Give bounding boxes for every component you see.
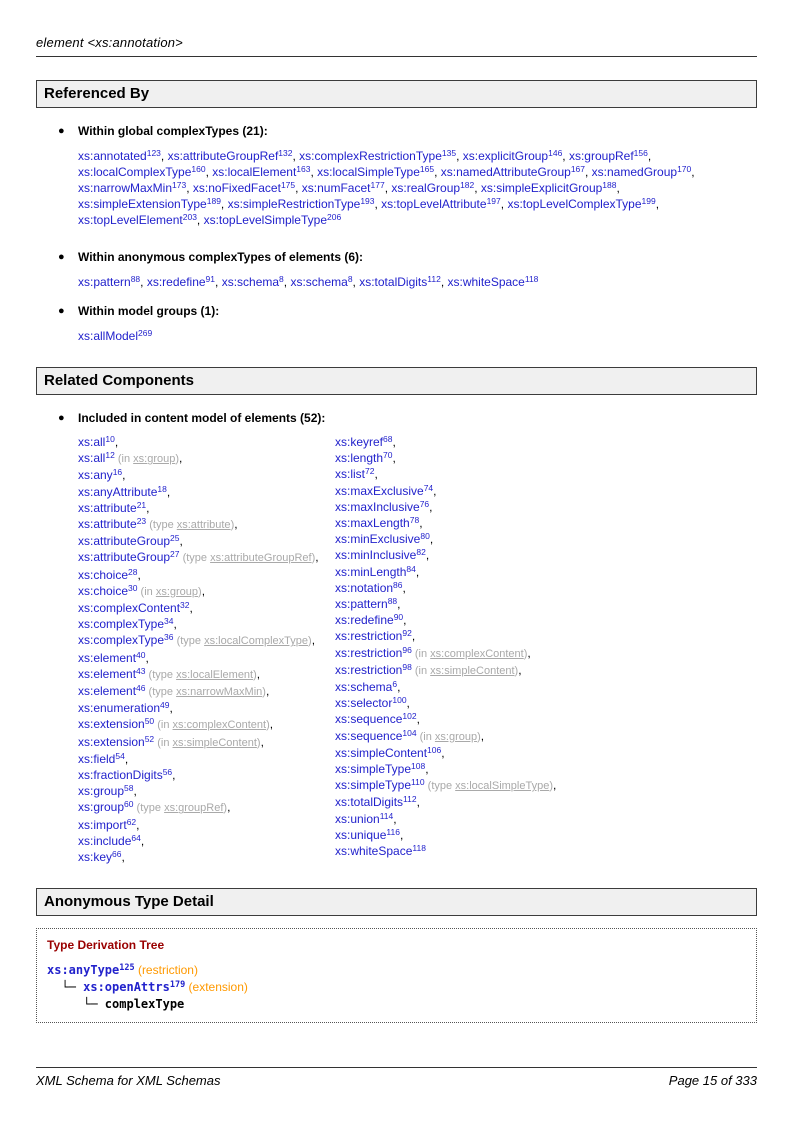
footnote-superscript: 8 [279, 274, 284, 284]
component-list-item: xs:anyAttribute$^{18}$, [78, 483, 171, 499]
context-note: (in xs:group) [416, 730, 481, 743]
component-list-item: xs:maxInclusive$^{76}$, [335, 498, 433, 514]
tree-title: Type Derivation Tree [47, 938, 165, 953]
xs-component-link[interactable]: xs:simpleType$^{110}$ [335, 777, 425, 793]
component-list [78, 434, 757, 865]
xs-component-link[interactable]: xs:sequence$^{102}$ [335, 711, 417, 727]
component-list-item: xs:all$^{12}$ (in xs:group), [78, 450, 183, 466]
xs-component-link[interactable]: xs:element$^{43}$ [78, 665, 146, 681]
tree-branch-icon: └─ [47, 980, 84, 995]
xs-type-ref-link[interactable]: xs:localSimpleType [455, 780, 550, 793]
component-list-item: xs:complexContent$^{32}$, [78, 600, 193, 616]
xs-type-ref-link[interactable]: xs:complexContent [172, 719, 267, 732]
xs-component-link[interactable]: xs:realGroup$^{182}$ [391, 180, 475, 195]
xs-component-link[interactable]: xs:pattern$^{88}$ [335, 596, 398, 612]
xs-component-link[interactable]: xs:element$^{46}$ [78, 683, 146, 699]
link-paragraph: xs:pattern$^{88}$, xs:redefine$^{91}$, xs:schema$^8$, xs:schema$^8$, xs:totalDigits$^{112}$, xs:whiteSpace$^{118}$ [78, 274, 539, 289]
footnote-superscript: 156 [633, 148, 648, 158]
footnote-superscript: 173 [172, 180, 187, 190]
component-list-item: xs:list$^{72}$, [335, 466, 378, 482]
xs-component-link[interactable]: xs:include$^{64}$ [78, 832, 141, 848]
xs-component-link[interactable]: xs:unique$^{116}$ [335, 826, 400, 842]
context-note: (in xs:simpleContent) [411, 664, 519, 677]
xs-component-link[interactable]: xs:selector$^{100}$ [335, 695, 407, 711]
xs-component-link[interactable]: xs:sequence$^{104}$ [335, 727, 417, 743]
footnote-superscript: 10 [105, 434, 115, 444]
footnote-superscript: 18 [157, 483, 167, 494]
footnote-superscript: 189 [206, 196, 221, 206]
footer-document-title: XML Schema for XML Schemas [36, 1073, 221, 1088]
tree-leaf-label: complexType [104, 997, 185, 1012]
footnote-superscript: 60 [124, 799, 134, 810]
component-list-item: xs:group$^{58}$, [78, 783, 137, 799]
xs-component-link[interactable]: xs:numFacet$^{177}$ [301, 180, 385, 195]
footnote-superscript: 116 [386, 826, 400, 837]
context-note: (in xs:complexContent) [411, 647, 528, 660]
footnote-superscript: 6 [392, 679, 398, 690]
xs-component-link[interactable]: xs:attributeGroup$^{27}$ [78, 549, 180, 565]
component-list-item: xs:length$^{70}$, [335, 450, 396, 466]
tree-row [47, 962, 746, 978]
footnote-superscript: 96 [402, 644, 412, 655]
footnote-superscript: 112 [403, 794, 417, 805]
xs-component-link[interactable]: xs:list$^{72}$ [335, 466, 375, 482]
xs-type-ref-link[interactable]: xs:groupRef [164, 802, 224, 815]
context-note: (in xs:simpleContent) [154, 736, 261, 749]
footnote-superscript: 72 [365, 466, 375, 477]
footnote-superscript: 177 [370, 180, 385, 190]
xs-component-link[interactable]: xs:import$^{62}$ [78, 816, 137, 832]
xs-component-link[interactable]: xs:all$^{12}$ [78, 450, 115, 466]
footnote-superscript: 78 [409, 515, 420, 526]
context-note: (in xs:group) [114, 453, 180, 466]
component-list-item: xs:choice$^{28}$, [78, 566, 141, 582]
xs-component-link[interactable]: xs:restriction$^{96}$ [335, 644, 412, 660]
component-list-item: xs:selector$^{100}$, [335, 695, 410, 711]
component-list-item: xs:field$^{54}$, [78, 750, 129, 766]
xs-component-link[interactable]: xs:attributeGroupRef$^{132}$ [167, 148, 293, 163]
footnote-superscript: 100 [392, 695, 407, 706]
xs-component-link[interactable]: xs:attribute$^{21}$ [78, 499, 147, 515]
component-list-item: xs:restriction$^{96}$ (in xs:complexContent), [335, 644, 531, 660]
footnote-superscript: 269 [138, 328, 153, 338]
footnote-superscript: 175 [280, 180, 296, 190]
xs-component-link[interactable]: xs:choice$^{30}$ [78, 582, 138, 598]
component-list-item: xs:import$^{62}$, [78, 816, 140, 832]
running-header [36, 34, 757, 57]
xs-type-ref-link[interactable]: xs:group [434, 730, 478, 743]
footnote-superscript: 16 [112, 467, 123, 478]
footnote-superscript: 74 [423, 482, 434, 493]
footnote-superscript: 27 [170, 549, 180, 560]
xs-component-link[interactable]: xs:maxExclusive$^{74}$ [335, 482, 434, 498]
xs-component-link[interactable]: xs:simpleExplicitGroup$^{188}$ [480, 180, 617, 195]
group-heading-row [58, 123, 757, 139]
component-list-item: xs:minExclusive$^{80}$, [335, 531, 434, 547]
xs-component-link[interactable]: xs:namedGroup$^{170}$ [591, 164, 692, 179]
running-footer [36, 1067, 757, 1088]
footnote-superscript: 170 [677, 164, 692, 174]
xs-component-link[interactable]: xs:extension$^{52}$ [78, 733, 155, 749]
context-note: (type xs:groupRef) [133, 802, 228, 815]
link-paragraph: xs:annotated$^{123}$, xs:attributeGroupRef$^{132}$, xs:complexRestrictionType$^{135}$, xs:explicitGroup$^{146}$, xs:groupRef$^{156}$, xs:localComplexType$^{160}$, xs:localElement$^{163}$, xs:localSimpleType$^{165}$, xs:namedAttributeGroup$^{167}$, xs:namedGroup$^{170}$, xs:narrowMaxMin$^{173}$, xs:noFixedFacet$^{175}$, xs:numFacet$^{177}$, xs:realGroup$^{182}$, xs:simpleExplicitGroup$^{188}$, xs:simpleExtensionType$^{189}$, xs:simpleRestrictionType$^{193}$, xs:topLevelAttribute$^{197}$, xs:topLevelComplexType$^{199}$, xs:topLevelElement$^{203}$, xs:topLevelSimpleType$^{206}$ [78, 148, 695, 227]
footnote-superscript: 80 [420, 531, 430, 542]
component-list-item: xs:union$^{114}$, [335, 810, 397, 826]
group-heading-row [58, 303, 757, 319]
xs-component-link[interactable]: xs:notation$^{86}$ [335, 579, 403, 595]
xs-component-link[interactable]: xs:redefine$^{90}$ [335, 612, 404, 628]
component-list-item: xs:any$^{16}$, [78, 467, 126, 483]
footnote-superscript: 102 [402, 711, 417, 722]
xs-type-ref-link[interactable]: xs:attribute [176, 519, 231, 532]
component-list-item: xs:include$^{64}$, [78, 832, 145, 848]
bullet-icon: ● [58, 305, 65, 317]
xs-component-link[interactable]: xs:union$^{114}$ [335, 810, 394, 826]
xs-component-link[interactable]: xs:minExclusive$^{80}$ [335, 531, 430, 547]
component-list-item: xs:notation$^{86}$, [335, 579, 406, 595]
footnote-superscript: 123 [146, 148, 161, 158]
xs-component-link[interactable]: xs:attributeGroup$^{25}$ [78, 533, 180, 549]
component-list-item: xs:extension$^{52}$ (in xs:simpleContent), [78, 733, 264, 749]
footnote-superscript: 62 [126, 816, 137, 827]
xs-component-link[interactable]: xs:anyType$^{125}$ [47, 963, 135, 978]
component-list-item: xs:attributeGroup$^{25}$, [78, 533, 183, 549]
component-list-item: xs:fractionDigits$^{56}$, [78, 767, 176, 783]
xs-type-ref-link[interactable]: xs:narrowMaxMin [176, 686, 263, 699]
component-list-item: xs:maxLength$^{78}$, [335, 515, 423, 531]
group-heading-row [58, 249, 757, 265]
component-list-item: xs:complexType$^{34}$, [78, 616, 177, 632]
group-heading: Within anonymous complexTypes of elements (6): [78, 250, 364, 264]
context-note: (in xs:group) [137, 585, 202, 598]
component-list-item: xs:restriction$^{98}$ (in xs:simpleContent), [335, 661, 522, 677]
xs-component-link[interactable]: xs:narrowMaxMin$^{173}$ [78, 180, 187, 195]
xs-component-link[interactable]: xs:topLevelElement$^{203}$ [78, 212, 197, 227]
bullet-icon: ● [58, 412, 65, 424]
referenced-by-group-0 [36, 123, 757, 228]
footnote-superscript: 34 [164, 616, 174, 627]
xs-component-link[interactable]: xs:complexType$^{34}$ [78, 616, 174, 632]
xs-component-link[interactable]: xs:element$^{40}$ [78, 649, 146, 665]
footnote-superscript: 92 [402, 628, 412, 639]
footnote-superscript: 125 [119, 963, 135, 974]
component-list-item [335, 843, 757, 859]
component-list-item: xs:attribute$^{21}$, [78, 499, 150, 515]
xs-type-ref-link[interactable]: xs:localElement [176, 668, 254, 681]
xs-component-link[interactable]: xs:anyAttribute$^{18}$ [78, 483, 167, 499]
page-title: element <xs:annotation> [36, 35, 183, 50]
xs-type-ref-link[interactable]: xs:localComplexType [204, 635, 309, 648]
xs-type-ref-link[interactable]: xs:simpleContent [430, 664, 515, 677]
footnote-superscript: 86 [393, 579, 403, 590]
footnote-superscript: 199 [641, 196, 656, 206]
footnote-superscript: 66 [112, 849, 122, 860]
footnote-superscript: 108 [411, 761, 426, 772]
tree-rows [47, 962, 746, 1012]
footnote-superscript: 106 [427, 744, 442, 755]
component-list-item: xs:attribute$^{23}$ (type xs:attribute), [78, 516, 238, 532]
footnote-superscript: 112 [427, 274, 441, 284]
component-list-item: xs:pattern$^{88}$, [335, 596, 401, 612]
footnote-superscript: 40 [136, 649, 146, 660]
footnote-superscript: 36 [164, 632, 174, 643]
footnote-superscript: 23 [136, 516, 147, 527]
context-note: (type xs:localComplexType) [173, 635, 312, 648]
component-list-item: xs:schema$^6$, [335, 679, 401, 695]
xs-component-link[interactable]: xs:complexContent$^{32}$ [78, 600, 190, 616]
bullet-icon: ● [58, 125, 65, 137]
xs-component-link[interactable]: xs:restriction$^{92}$ [335, 628, 412, 644]
component-list-item: xs:element$^{46}$ (type xs:narrowMaxMin), [78, 683, 270, 699]
component-list-item: xs:keyref$^{68}$, [335, 434, 396, 449]
footnote-superscript: 88 [130, 274, 141, 284]
component-list-item: xs:choice$^{30}$ (in xs:group), [78, 582, 206, 598]
component-list-item: xs:complexType$^{36}$ (type xs:localComplexType), [78, 632, 316, 648]
component-list-item: xs:sequence$^{102}$, [335, 711, 420, 727]
component-list-item: xs:totalDigits$^{112}$, [335, 794, 420, 810]
xs-component-link[interactable]: xs:schema$^6$ [335, 679, 398, 695]
footnote-superscript: 110 [411, 777, 425, 788]
component-list-column-left [78, 434, 335, 865]
footnote-superscript: 54 [115, 750, 125, 761]
xs-type-ref-link[interactable]: xs:group [155, 585, 199, 598]
xs-component-link[interactable]: xs:field$^{54}$ [78, 750, 125, 766]
xs-component-link[interactable]: xs:whiteSpace$^{118}$ [335, 843, 426, 859]
xs-component-link[interactable]: xs:enumeration$^{49}$ [78, 700, 170, 716]
xs-component-link[interactable]: xs:localElement$^{163}$ [212, 164, 311, 179]
component-list-item: xs:simpleType$^{110}$ (type xs:localSimpleType), [335, 777, 557, 793]
footnote-superscript: 12 [105, 450, 115, 461]
component-list-item: xs:attributeGroup$^{27}$ (type xs:attributeGroupRef), [78, 549, 319, 565]
footnote-superscript: 146 [548, 148, 563, 158]
component-list-item: xs:restriction$^{92}$, [335, 628, 416, 644]
xs-component-link[interactable]: xs:schema$^8$ [290, 274, 353, 289]
bullet-icon: ● [58, 251, 65, 263]
xs-component-link[interactable]: xs:allModel$^{269}$ [78, 328, 153, 343]
xs-component-link[interactable]: xs:any$^{16}$ [78, 467, 123, 483]
component-list-item: xs:element$^{43}$ (type xs:localElement), [78, 665, 261, 681]
xs-component-link[interactable]: xs:annotated$^{123}$ [78, 148, 161, 163]
xs-component-link[interactable]: xs:noFixedFacet$^{175}$ [192, 180, 296, 195]
context-note: (type xs:localSimpleType) [424, 780, 553, 793]
derivation-method-label: (extension) [185, 980, 248, 995]
context-note: (in xs:complexContent) [154, 719, 270, 732]
section-header-referenced-by: Referenced By [36, 80, 757, 108]
xs-component-link[interactable]: xs:localComplexType$^{160}$ [78, 164, 206, 179]
xs-component-link[interactable]: xs:all$^{10}$ [78, 434, 115, 449]
footnote-superscript: 46 [136, 683, 146, 694]
xs-component-link[interactable]: xs:attribute$^{23}$ [78, 516, 147, 532]
footnote-superscript: 163 [296, 164, 311, 174]
footnote-superscript: 203 [182, 212, 197, 222]
xs-component-link[interactable]: xs:length$^{70}$ [335, 450, 393, 466]
xs-type-ref-link[interactable]: xs:simpleContent [172, 736, 257, 749]
tree-branch-icon: └─ [47, 997, 105, 1012]
component-list-column-right [335, 434, 757, 865]
component-list-item: xs:group$^{60}$ (type xs:groupRef), [78, 799, 231, 815]
xs-component-link[interactable]: xs:groupRef$^{156}$ [568, 148, 648, 163]
footnote-superscript: 21 [136, 499, 147, 510]
xs-component-link[interactable]: xs:topLevelAttribute$^{197}$ [381, 196, 501, 211]
footnote-superscript: 84 [406, 563, 416, 574]
xs-type-ref-link[interactable]: xs:group [133, 453, 176, 466]
footnote-superscript: 188 [602, 180, 617, 190]
xs-component-link[interactable]: xs:whiteSpace$^{118}$ [447, 274, 539, 289]
footnote-superscript: 88 [387, 596, 398, 607]
xs-component-link[interactable]: xs:localSimpleType$^{165}$ [317, 164, 435, 179]
xs-component-link[interactable]: xs:totalDigits$^{112}$ [335, 794, 417, 810]
xs-component-link[interactable]: xs:keyref$^{68}$ [335, 434, 393, 449]
referenced-by-group-1 [36, 249, 757, 290]
footnote-superscript: 206 [327, 212, 342, 222]
xs-component-link[interactable]: xs:maxInclusive$^{76}$ [335, 498, 430, 514]
footnote-superscript: 132 [278, 148, 293, 158]
referenced-by-group-2 [36, 303, 757, 344]
xs-component-link[interactable]: xs:namedAttributeGroup$^{167}$ [440, 164, 585, 179]
footnote-superscript: 135 [441, 148, 457, 158]
xs-component-link[interactable]: xs:totalDigits$^{112}$ [359, 274, 441, 289]
xs-component-link[interactable]: xs:choice$^{28}$ [78, 566, 138, 582]
footnote-superscript: 52 [144, 733, 155, 744]
related-heading: Included in content model of elements (52): [78, 411, 326, 425]
xs-component-link[interactable]: xs:complexRestrictionType$^{135}$ [299, 148, 457, 163]
component-list-item: xs:all$^{10}$, [78, 434, 119, 449]
xs-component-link[interactable]: xs:group$^{58}$ [78, 783, 134, 799]
footnote-superscript: 8 [347, 274, 353, 284]
xs-component-link[interactable]: xs:redefine$^{91}$ [146, 274, 216, 289]
component-list-item: xs:element$^{40}$, [78, 649, 149, 665]
xs-component-link[interactable]: xs:minLength$^{84}$ [335, 563, 416, 579]
xs-component-link[interactable]: xs:simpleRestrictionType$^{193}$ [227, 196, 375, 211]
xs-component-link[interactable]: xs:restriction$^{98}$ [335, 661, 412, 677]
footnote-superscript: 70 [383, 450, 393, 461]
xs-component-link[interactable]: xs:simpleType$^{108}$ [335, 761, 426, 777]
footnote-superscript: 43 [136, 665, 146, 676]
xs-component-link[interactable]: xs:maxLength$^{78}$ [335, 515, 420, 531]
component-list-item: xs:sequence$^{104}$ (in xs:group), [335, 727, 485, 743]
footnote-superscript: 193 [360, 196, 375, 206]
component-list-item: xs:extension$^{50}$ (in xs:complexContent), [78, 716, 274, 732]
footnote-superscript: 32 [180, 600, 190, 611]
footnote-superscript: 182 [460, 180, 475, 190]
component-list-item: xs:maxExclusive$^{74}$, [335, 482, 437, 498]
footnote-superscript: 179 [169, 980, 186, 991]
footnote-superscript: 165 [419, 164, 435, 174]
footer-page-number: Page 15 of 333 [668, 1073, 757, 1088]
xs-component-link[interactable]: xs:fractionDigits$^{56}$ [78, 767, 173, 783]
component-list-item: xs:redefine$^{90}$, [335, 612, 407, 628]
footnote-superscript: 82 [416, 547, 426, 558]
component-list-item: xs:simpleContent$^{106}$, [335, 744, 445, 760]
footnote-superscript: 76 [419, 498, 430, 509]
footnote-superscript: 197 [486, 196, 501, 206]
xs-component-link[interactable]: xs:topLevelComplexType$^{199}$ [507, 196, 656, 211]
xs-component-link[interactable]: xs:pattern$^{88}$ [78, 274, 141, 289]
component-list-item: xs:enumeration$^{49}$, [78, 700, 173, 716]
xs-component-link[interactable]: xs:openAttrs$^{179}$ [83, 980, 186, 995]
group-heading: Within global complexTypes (21): [78, 124, 268, 138]
context-note: (type xs:localElement) [145, 668, 257, 681]
footnote-superscript: 104 [402, 727, 417, 738]
related-heading-row [58, 410, 757, 426]
footnote-superscript: 98 [402, 661, 412, 672]
type-derivation-tree-box [36, 928, 757, 1023]
component-list-item: xs:minLength$^{84}$, [335, 563, 420, 579]
context-note: (type xs:attributeGroupRef) [179, 552, 316, 565]
footnote-superscript: 28 [128, 566, 138, 577]
section-header-anonymous-type-detail: Anonymous Type Detail [36, 888, 757, 916]
footnote-superscript: 30 [128, 582, 138, 593]
footnote-superscript: 118 [524, 274, 539, 284]
footnote-superscript: 91 [205, 274, 216, 284]
footnote-superscript: 114 [379, 810, 394, 821]
xs-component-link[interactable]: xs:minInclusive$^{82}$ [335, 547, 426, 563]
footnote-superscript: 167 [570, 164, 585, 174]
footnote-superscript: 160 [191, 164, 206, 174]
xs-component-link[interactable]: xs:explicitGroup$^{146}$ [462, 148, 563, 163]
footnote-superscript: 64 [131, 832, 141, 843]
xs-component-link[interactable]: xs:extension$^{50}$ [78, 716, 155, 732]
footnote-superscript: 68 [383, 434, 393, 444]
footnote-superscript: 56 [162, 767, 173, 778]
link-paragraph [78, 328, 757, 344]
xs-component-link[interactable]: xs:schema$^8$ [221, 274, 284, 289]
group-heading: Within model groups (1): [78, 304, 220, 318]
footnote-superscript: 49 [160, 700, 170, 711]
xs-component-link[interactable]: xs:simpleContent$^{106}$ [335, 744, 442, 760]
context-note: (type xs:attribute) [146, 519, 235, 532]
xs-component-link[interactable]: xs:simpleExtensionType$^{189}$ [78, 196, 221, 211]
component-list-item: xs:unique$^{116}$, [335, 826, 404, 842]
tree-row [47, 979, 746, 995]
xs-component-link[interactable]: xs:key$^{66}$ [78, 849, 122, 865]
xs-component-link[interactable]: xs:group$^{60}$ [78, 799, 134, 815]
derivation-method-label: (restriction) [134, 963, 198, 978]
context-note: (type xs:narrowMaxMin) [145, 686, 266, 699]
xs-type-ref-link[interactable]: xs:attributeGroupRef [210, 552, 312, 565]
component-list-item: xs:simpleType$^{108}$, [335, 761, 429, 777]
xs-component-link[interactable]: xs:topLevelSimpleType$^{206}$ [203, 212, 342, 227]
footnote-superscript: 118 [412, 843, 426, 854]
footnote-superscript: 25 [170, 533, 180, 544]
footnote-superscript: 50 [144, 716, 155, 727]
footnote-superscript: 90 [393, 612, 404, 623]
section-header-related-components: Related Components [36, 367, 757, 395]
tree-row [47, 996, 746, 1012]
component-list-item: xs:minInclusive$^{82}$, [335, 547, 430, 563]
xs-component-link[interactable]: xs:complexType$^{36}$ [78, 632, 174, 648]
xs-type-ref-link[interactable]: xs:complexContent [430, 647, 524, 660]
component-list-item: xs:key$^{66}$, [78, 849, 125, 865]
footnote-superscript: 58 [124, 783, 134, 794]
